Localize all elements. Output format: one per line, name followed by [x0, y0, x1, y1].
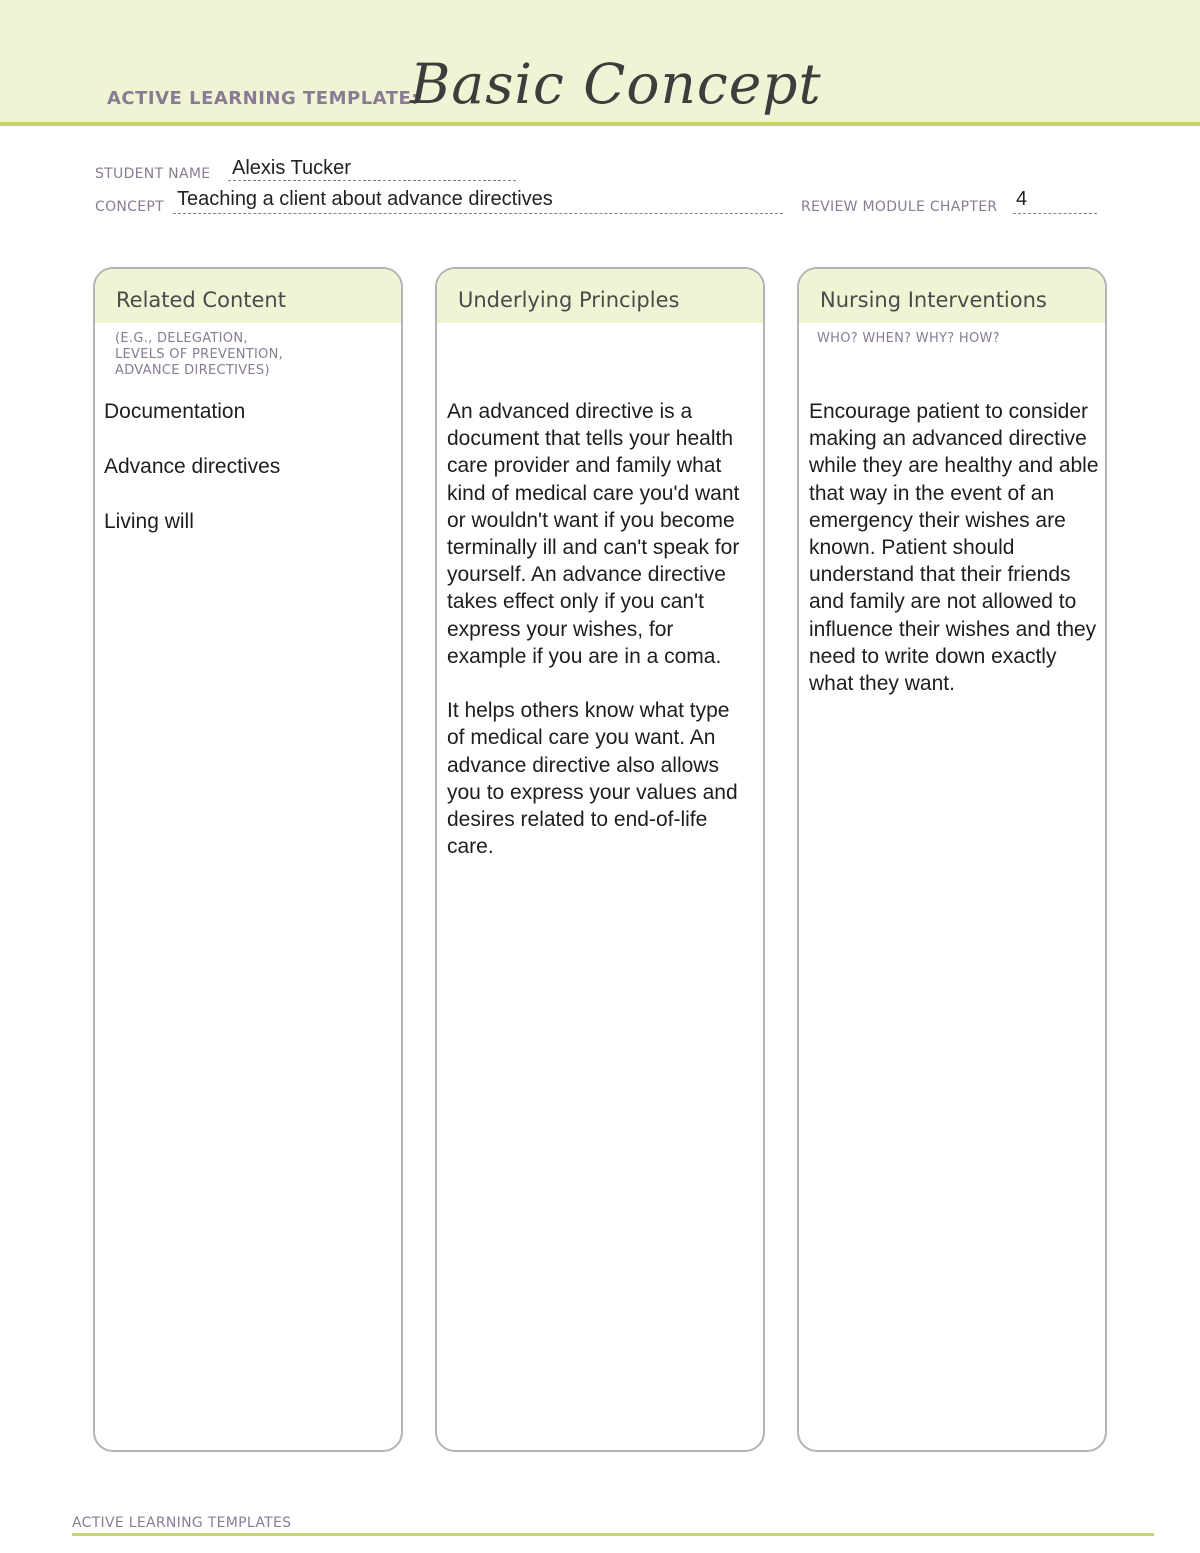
list-item: Living will [104, 509, 194, 533]
paragraph: Encourage patient to consider making an advanced directive while they are healthy and able that way in the event of an emergency their wishes are known. Patient should understand that their friends and family are not allowed to influence their wishes and they need to write down exactly what they want. [809, 400, 1099, 696]
footer-divider [72, 1533, 1154, 1536]
related-content-panel [93, 267, 403, 1452]
footer-label: ACTIVE LEARNING TEMPLATES [72, 1515, 292, 1531]
concept-underline [173, 213, 783, 214]
review-module-field[interactable]: 4 [1016, 188, 1028, 210]
underlying-principles-body[interactable] [447, 398, 752, 888]
underlying-principles-title: Underlying Principles [458, 288, 680, 312]
template-title: Basic Concept [410, 52, 822, 116]
nursing-interventions-panel [797, 267, 1107, 1452]
concept-field[interactable]: Teaching a client about advance directives [177, 188, 553, 210]
paragraph: An advanced directive is a document that tells your health care provider and family what kind of medical care you'd want or wouldn't want if you become terminally ill and can't speak for yourself. An advance directive takes effect only if you can't express your wishes, for example if you are in a coma. [447, 400, 740, 668]
paragraph: It helps others know what type of medical care you want. An advance directive also allows you to express your values and desires related to end-of-life care. [447, 699, 738, 859]
review-module-underline [1013, 213, 1097, 214]
related-content-title: Related Content [116, 288, 286, 312]
student-name-label: STUDENT NAME [95, 166, 211, 182]
student-name-underline [228, 180, 516, 181]
related-content-body[interactable] [104, 398, 389, 562]
list-item: Documentation [104, 400, 246, 423]
list-item: Advance directives [104, 454, 281, 478]
student-name-field[interactable]: Alexis Tucker [232, 157, 351, 179]
review-module-label: REVIEW MODULE CHAPTER [801, 199, 998, 215]
nursing-interventions-hint: WHO? WHEN? WHY? HOW? [817, 331, 1000, 346]
underlying-principles-panel [435, 267, 765, 1452]
template-label: ACTIVE LEARNING TEMPLATE: [107, 88, 419, 109]
nursing-interventions-title: Nursing Interventions [820, 288, 1047, 312]
related-content-hint: (E.G., DELEGATION, LEVELS OF PREVENTION, ADVANCE DIRECTIVES) [115, 331, 284, 378]
concept-label: CONCEPT [95, 199, 164, 215]
header-divider [0, 122, 1200, 126]
nursing-interventions-body[interactable] [809, 398, 1099, 724]
